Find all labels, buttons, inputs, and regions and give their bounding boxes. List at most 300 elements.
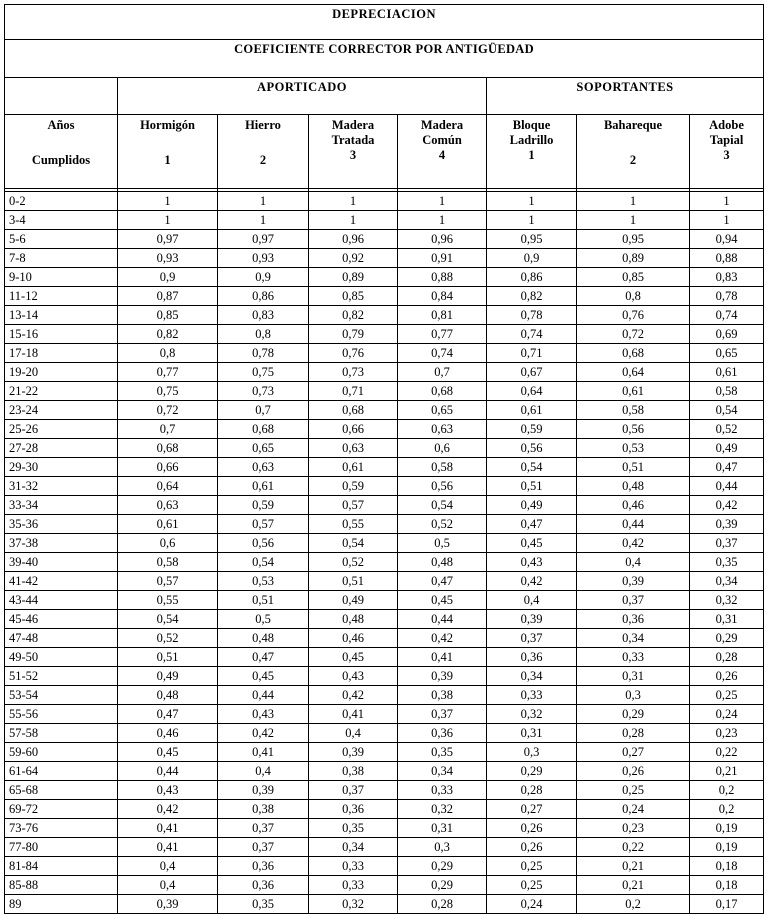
coefficient-cell: 0,44 [577,515,690,534]
header-bloque-ladrillo-label1: Bloque [512,118,551,132]
coefficient-cell: 0,49 [118,667,218,686]
coefficient-cell: 0,67 [487,363,577,382]
coefficient-cell: 0,34 [577,629,690,648]
coefficient-cell: 0,42 [487,572,577,591]
header-madera-comun-num: 4 [438,148,446,162]
age-range-cell: 3-4 [5,211,118,230]
coefficient-cell: 0,96 [398,230,487,249]
age-range-cell: 77-80 [5,838,118,857]
coefficient-cell: 0,31 [487,724,577,743]
coefficient-cell: 0,23 [577,819,690,838]
coefficient-cell: 0,41 [398,648,487,667]
coefficient-cell: 0,68 [309,401,398,420]
age-range-cell: 69-72 [5,800,118,819]
coefficient-cell: 0,37 [218,819,309,838]
coefficient-cell: 1 [118,192,218,211]
coefficient-cell: 0,94 [690,230,764,249]
coefficient-cell: 0,63 [398,420,487,439]
coefficient-cell: 0,29 [398,857,487,876]
age-range-cell: 51-52 [5,667,118,686]
coefficient-cell: 0,75 [218,363,309,382]
coefficient-cell: 0,28 [690,648,764,667]
coefficient-cell: 0,82 [309,306,398,325]
header-adobe-tapial-label1: Adobe [709,118,744,132]
table-row [5,686,764,705]
coefficient-cell: 0,71 [309,382,398,401]
coefficient-cell: 0,56 [398,477,487,496]
coefficient-cell: 0,61 [218,477,309,496]
coefficient-cell: 0,25 [577,781,690,800]
coefficient-cell: 0,33 [487,686,577,705]
age-range-cell: 41-42 [5,572,118,591]
coefficient-cell: 0,73 [309,363,398,382]
coefficient-cell: 0,89 [577,249,690,268]
coefficient-cell: 0,45 [218,667,309,686]
group-soportantes: SOPORTANTES [487,78,764,115]
age-range-cell: 11-12 [5,287,118,306]
coefficient-cell: 0,19 [690,838,764,857]
header-bahareque-label: Bahareque [603,118,663,132]
coefficient-cell: 0,97 [218,230,309,249]
table-row [5,534,764,553]
coefficient-cell: 0,65 [398,401,487,420]
age-range-cell: 13-14 [5,306,118,325]
coefficient-cell: 0,54 [487,458,577,477]
coefficient-cell: 0,43 [218,705,309,724]
table-row [5,876,764,895]
coefficient-cell: 0,26 [690,667,764,686]
coefficient-cell: 0,65 [218,439,309,458]
coefficient-cell: 0,29 [487,762,577,781]
coefficient-cell: 0,49 [309,591,398,610]
coefficient-cell: 0,28 [577,724,690,743]
table-row [5,230,764,249]
table-row [5,762,764,781]
age-range-cell: 45-46 [5,610,118,629]
coefficient-cell: 0,86 [487,268,577,287]
coefficient-cell: 0,85 [118,306,218,325]
age-range-cell: 53-54 [5,686,118,705]
coefficient-cell: 0,54 [398,496,487,515]
header-hierro [218,115,309,189]
depreciation-table [4,4,764,914]
coefficient-cell: 0,47 [398,572,487,591]
coefficient-cell: 0,51 [309,572,398,591]
coefficient-cell: 0,25 [487,876,577,895]
table-row [5,496,764,515]
coefficient-cell: 0,35 [309,819,398,838]
age-range-cell: 33-34 [5,496,118,515]
header-bloque-ladrillo [487,115,577,189]
coefficient-cell: 0,97 [118,230,218,249]
coefficient-cell: 0,64 [118,477,218,496]
coefficient-cell: 0,29 [398,876,487,895]
table-row [5,439,764,458]
header-madera-comun-label1: Madera [420,118,464,132]
coefficient-cell: 0,48 [398,553,487,572]
header-bloque-ladrillo-num: 1 [528,148,535,162]
header-hormigon [118,115,218,189]
table-row [5,211,764,230]
coefficient-cell: 0,77 [118,363,218,382]
coefficient-cell: 0,64 [577,363,690,382]
age-range-cell: 27-28 [5,439,118,458]
age-range-cell: 43-44 [5,591,118,610]
coefficient-cell: 0,27 [577,743,690,762]
coefficient-cell: 0,85 [309,287,398,306]
coefficient-cell: 0,57 [118,572,218,591]
age-range-cell: 81-84 [5,857,118,876]
coefficient-cell: 0,4 [118,876,218,895]
coefficient-cell: 1 [398,211,487,230]
coefficient-cell: 0,48 [118,686,218,705]
coefficient-cell: 0,44 [118,762,218,781]
table-row [5,420,764,439]
table-row [5,610,764,629]
coefficient-cell: 0,54 [690,401,764,420]
header-bahareque-num: 2 [629,153,637,167]
coefficient-cell: 0,43 [309,667,398,686]
coefficient-cell: 0,87 [118,287,218,306]
coefficient-cell: 0,95 [487,230,577,249]
table-row [5,648,764,667]
coefficient-cell: 0,32 [398,800,487,819]
coefficient-cell: 0,24 [577,800,690,819]
coefficient-cell: 0,68 [398,382,487,401]
coefficient-cell: 1 [487,211,577,230]
coefficient-cell: 0,54 [218,553,309,572]
coefficient-cell: 0,9 [487,249,577,268]
coefficient-cell: 0,6 [398,439,487,458]
coefficient-cell: 0,57 [309,496,398,515]
coefficient-cell: 0,58 [118,553,218,572]
coefficient-cell: 0,51 [118,648,218,667]
coefficient-cell: 0,26 [487,838,577,857]
coefficient-cell: 0,79 [309,325,398,344]
coefficient-cell: 0,56 [487,439,577,458]
coefficient-cell: 1 [309,211,398,230]
coefficient-cell: 0,37 [309,781,398,800]
coefficient-cell: 0,88 [690,249,764,268]
coefficient-cell: 0,78 [218,344,309,363]
header-madera-tratada [309,115,398,189]
coefficient-cell: 0,34 [398,762,487,781]
coefficient-cell: 0,47 [218,648,309,667]
coefficient-cell: 0,9 [118,268,218,287]
coefficient-cell: 0,45 [309,648,398,667]
coefficient-cell: 0,33 [398,781,487,800]
table-row [5,249,764,268]
coefficient-cell: 0,74 [398,344,487,363]
coefficient-cell: 0,31 [398,819,487,838]
coefficient-cell: 0,49 [487,496,577,515]
coefficient-cell: 0,42 [118,800,218,819]
coefficient-cell: 0,39 [690,515,764,534]
table-row [5,382,764,401]
coefficient-cell: 1 [218,211,309,230]
header-age-line1: Años [47,118,75,132]
coefficient-cell: 0,35 [690,553,764,572]
coefficient-cell: 0,49 [690,439,764,458]
age-range-cell: 55-56 [5,705,118,724]
coefficient-cell: 1 [487,192,577,211]
coefficient-cell: 0,35 [398,743,487,762]
coefficient-cell: 0,17 [690,895,764,914]
header-madera-tratada-num: 3 [349,148,357,162]
group-empty-cell [5,78,118,115]
coefficient-cell: 0,86 [218,287,309,306]
coefficient-cell: 0,18 [690,857,764,876]
coefficient-cell: 0,42 [218,724,309,743]
coefficient-cell: 0,3 [398,838,487,857]
coefficient-cell: 0,39 [218,781,309,800]
coefficient-cell: 0,76 [309,344,398,363]
coefficient-cell: 0,59 [487,420,577,439]
header-age-line2: Cumplidos [31,153,91,167]
table-row [5,515,764,534]
coefficient-cell: 0,38 [218,800,309,819]
coefficient-cell: 0,33 [309,876,398,895]
coefficient-cell: 0,7 [218,401,309,420]
header-hormigon-label: Hormigón [140,118,195,132]
coefficient-cell: 0,69 [690,325,764,344]
table-row [5,553,764,572]
coefficient-cell: 0,37 [398,705,487,724]
coefficient-cell: 0,57 [218,515,309,534]
coefficient-cell: 0,74 [690,306,764,325]
age-range-cell: 25-26 [5,420,118,439]
coefficient-cell: 1 [577,211,690,230]
coefficient-cell: 0,63 [218,458,309,477]
coefficient-cell: 0,43 [118,781,218,800]
age-range-cell: 9-10 [5,268,118,287]
coefficient-cell: 0,85 [577,268,690,287]
coefficient-cell: 0,61 [690,363,764,382]
table-row [5,724,764,743]
coefficient-cell: 0,39 [577,572,690,591]
coefficient-cell: 0,52 [118,629,218,648]
coefficient-cell: 0,32 [690,591,764,610]
table-subtitle: COEFICIENTE CORRECTOR POR ANTIGÜEDAD [5,40,764,78]
coefficient-cell: 0,4 [218,762,309,781]
coefficient-cell: 0,64 [487,382,577,401]
coefficient-cell: 0,4 [309,724,398,743]
coefficient-cell: 0,39 [309,743,398,762]
table-row [5,800,764,819]
coefficient-cell: 0,61 [309,458,398,477]
coefficient-cell: 0,72 [118,401,218,420]
coefficient-cell: 0,22 [577,838,690,857]
age-range-cell: 49-50 [5,648,118,667]
coefficient-cell: 0,21 [577,876,690,895]
coefficient-cell: 0,78 [487,306,577,325]
table-row [5,268,764,287]
coefficient-cell: 0,34 [690,572,764,591]
header-age [5,115,118,189]
coefficient-cell: 0,25 [487,857,577,876]
age-range-cell: 35-36 [5,515,118,534]
coefficient-cell: 0,28 [487,781,577,800]
coefficient-cell: 0,63 [118,496,218,515]
age-range-cell: 23-24 [5,401,118,420]
coefficient-cell: 1 [118,211,218,230]
coefficient-cell: 0,6 [118,534,218,553]
age-range-cell: 19-20 [5,363,118,382]
coefficient-cell: 0,88 [398,268,487,287]
coefficient-cell: 0,8 [218,325,309,344]
coefficient-cell: 0,59 [218,496,309,515]
age-range-cell: 65-68 [5,781,118,800]
coefficient-cell: 0,68 [218,420,309,439]
coefficient-cell: 0,5 [218,610,309,629]
coefficient-cell: 0,36 [487,648,577,667]
coefficient-cell: 0,75 [118,382,218,401]
coefficient-cell: 0,47 [690,458,764,477]
header-hormigon-num: 1 [164,153,171,167]
coefficient-cell: 0,68 [118,439,218,458]
coefficient-cell: 0,58 [690,382,764,401]
coefficient-cell: 0,21 [577,857,690,876]
coefficient-cell: 0,72 [577,325,690,344]
coefficient-cell: 0,83 [218,306,309,325]
coefficient-cell: 0,58 [398,458,487,477]
coefficient-cell: 0,37 [218,838,309,857]
age-range-cell: 7-8 [5,249,118,268]
coefficient-cell: 0,45 [398,591,487,610]
coefficient-cell: 0,3 [487,743,577,762]
table-row [5,705,764,724]
coefficient-cell: 1 [690,211,764,230]
coefficient-cell: 0,51 [487,477,577,496]
age-range-cell: 73-76 [5,819,118,838]
header-hierro-num: 2 [259,153,267,167]
coefficient-cell: 0,84 [398,287,487,306]
coefficient-cell: 0,39 [487,610,577,629]
coefficient-cell: 0,36 [577,610,690,629]
age-range-cell: 29-30 [5,458,118,477]
coefficient-cell: 0,41 [118,819,218,838]
coefficient-cell: 0,35 [218,895,309,914]
table-row [5,477,764,496]
header-bahareque [577,115,690,189]
coefficient-cell: 0,54 [118,610,218,629]
coefficient-cell: 1 [309,192,398,211]
coefficient-cell: 0,83 [690,268,764,287]
coefficient-cell: 0,27 [487,800,577,819]
coefficient-cell: 0,76 [577,306,690,325]
coefficient-cell: 0,33 [309,857,398,876]
coefficient-cell: 0,43 [487,553,577,572]
coefficient-cell: 0,59 [309,477,398,496]
coefficient-cell: 0,36 [218,857,309,876]
coefficient-cell: 0,4 [118,857,218,876]
coefficient-cell: 0,47 [487,515,577,534]
coefficient-cell: 0,8 [577,287,690,306]
coefficient-cell: 0,26 [577,762,690,781]
coefficient-cell: 0,68 [577,344,690,363]
coefficient-cell: 0,53 [218,572,309,591]
coefficient-cell: 0,61 [577,382,690,401]
coefficient-cell: 0,8 [118,344,218,363]
table-row [5,572,764,591]
table-row [5,344,764,363]
coefficient-cell: 0,48 [218,629,309,648]
coefficient-cell: 0,24 [487,895,577,914]
header-adobe-tapial [690,115,764,189]
coefficient-cell: 0,53 [577,439,690,458]
coefficient-cell: 0,4 [577,553,690,572]
coefficient-cell: 0,51 [577,458,690,477]
coefficient-cell: 0,63 [309,439,398,458]
header-bloque-ladrillo-label2: Ladrillo [509,133,554,147]
coefficient-cell: 0,19 [690,819,764,838]
coefficient-cell: 0,41 [218,743,309,762]
coefficient-cell: 0,7 [118,420,218,439]
coefficient-cell: 0,56 [218,534,309,553]
table-row [5,857,764,876]
table-row [5,458,764,477]
table-row [5,306,764,325]
coefficient-cell: 0,65 [690,344,764,363]
coefficient-cell: 0,61 [487,401,577,420]
coefficient-cell: 0,55 [118,591,218,610]
header-madera-tratada-label1: Madera [331,118,375,132]
age-range-cell: 47-48 [5,629,118,648]
age-range-cell: 0-2 [5,192,118,211]
coefficient-cell: 0,96 [309,230,398,249]
age-range-cell: 85-88 [5,876,118,895]
coefficient-cell: 0,82 [118,325,218,344]
coefficient-cell: 0,29 [690,629,764,648]
coefficient-cell: 0,42 [309,686,398,705]
coefficient-cell: 0,31 [690,610,764,629]
coefficient-cell: 0,81 [398,306,487,325]
coefficient-cell: 0,44 [218,686,309,705]
coefficient-cell: 0,37 [690,534,764,553]
header-madera-comun-label2: Común [422,133,462,147]
coefficient-cell: 0,54 [309,534,398,553]
coefficient-cell: 0,52 [398,515,487,534]
table-row [5,363,764,382]
coefficient-cell: 0,2 [577,895,690,914]
age-range-cell: 59-60 [5,743,118,762]
coefficient-cell: 0,42 [690,496,764,515]
coefficient-cell: 0,38 [309,762,398,781]
coefficient-cell: 0,36 [309,800,398,819]
coefficient-cell: 0,36 [398,724,487,743]
coefficient-cell: 1 [690,192,764,211]
coefficient-cell: 0,48 [577,477,690,496]
coefficient-cell: 0,95 [577,230,690,249]
table-row [5,591,764,610]
coefficient-cell: 0,26 [487,819,577,838]
coefficient-cell: 0,3 [577,686,690,705]
coefficient-cell: 0,29 [577,705,690,724]
coefficient-cell: 0,39 [398,667,487,686]
coefficient-cell: 0,4 [487,591,577,610]
coefficient-cell: 0,46 [118,724,218,743]
group-aporticado: APORTICADO [118,78,487,115]
coefficient-cell: 0,24 [690,705,764,724]
coefficient-cell: 0,41 [309,705,398,724]
coefficient-cell: 0,93 [218,249,309,268]
table-row [5,325,764,344]
coefficient-cell: 0,42 [577,534,690,553]
age-range-cell: 17-18 [5,344,118,363]
coefficient-cell: 0,22 [690,743,764,762]
table-row [5,192,764,211]
coefficient-cell: 0,37 [487,629,577,648]
